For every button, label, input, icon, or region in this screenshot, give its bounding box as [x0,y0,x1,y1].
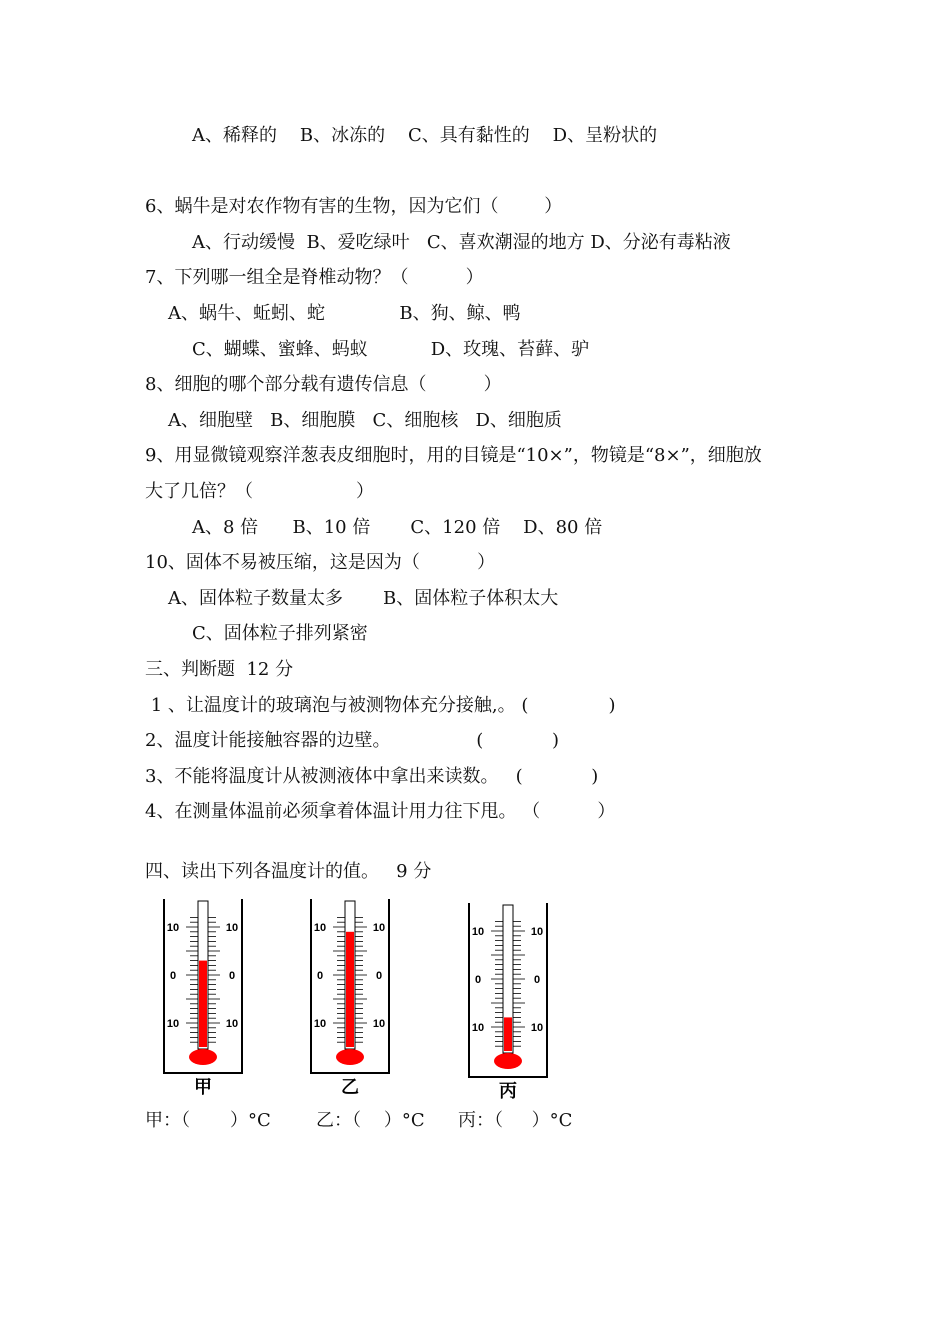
tick-label: 10 [166,922,180,934]
q7-stem: 7、下列哪一组全是脊椎动物？（ ） [145,267,484,288]
tick-label: 0 [375,970,383,982]
q6-options: A、行动缓慢 B、爱吃绿叶 C、喜欢潮湿的地方 D、分泌有毒粘液 [192,232,731,253]
tick-label: 10 [372,922,386,934]
q10-options-ab: A、固体粒子数量太多 B、固体粒子体积太大 [168,588,559,609]
tick-label: 10 [225,922,239,934]
liquid-column [504,1017,512,1051]
tick-label: 10 [166,1018,180,1030]
judge-3: 3、不能将温度计从被测液体中拿出来读数。 ( ) [145,766,599,787]
bulb [494,1053,522,1069]
tick-label: 0 [228,970,236,982]
thermometer-jia [160,897,246,1102]
tick-label: 0 [533,974,541,986]
answer-yi: 乙：（ ）°C [316,1110,425,1131]
tick-label: 0 [316,970,324,982]
tick-label: 10 [530,926,544,938]
judge-4: 4、在测量体温前必须拿着体温计用力往下甩。 （ ） [145,801,616,822]
answer-bing: 丙：（ ）°C [458,1110,573,1131]
section-4-title: 四、读出下列各温度计的值。 9 分 [145,861,432,882]
tick-label: 10 [313,922,327,934]
q7-options-ab: A、蜗牛、蚯蚓、蛇 B、狗、鲸、鸭 [168,303,521,324]
thermometer-name: 甲 [194,1077,212,1098]
thermometer-jia-graphic [160,897,246,1102]
q6-stem: 6、蜗牛是对农作物有害的生物，因为它们（ ） [145,196,563,217]
liquid-column [199,961,207,1047]
thermometer-yi-graphic [307,897,393,1102]
q9-options: A、8 倍 B、10 倍 C、120 倍 D、80 倍 [192,517,603,538]
judge-1: 1 、让温度计的玻璃泡与被测物体充分接触,。 ( ) [145,695,616,716]
judge-2: 2、温度计能接触容器的边壁。 ( ) [145,730,559,751]
tick-label: 10 [225,1018,239,1030]
tick-label: 10 [530,1022,544,1034]
q8-options: A、细胞壁 B、细胞膜 C、细胞核 D、细胞质 [168,410,562,431]
thermometer-bing-graphic [465,901,551,1106]
q7-options-cd: C、蝴蝶、蜜蜂、蚂蚁 D、玫瑰、苔藓、驴 [192,339,590,360]
thermometer-name: 乙 [341,1077,359,1098]
thermometer-name: 丙 [499,1081,517,1102]
thermometer-bing [465,901,551,1106]
bulb [336,1049,364,1065]
thermometer-yi [307,897,393,1102]
tick-label: 10 [372,1018,386,1030]
q8-stem: 8、细胞的哪个部分载有遗传信息（ ） [145,374,502,395]
liquid-column [346,932,354,1047]
bulb [189,1049,217,1065]
section-3-title: 三、判断题 12 分 [145,659,294,680]
tick-label: 0 [169,970,177,982]
q5-options: A、稀释的 B、冰冻的 C、具有黏性的 D、呈粉状的 [192,125,658,146]
q9-stem-cont: 大了几倍？（ ） [145,481,374,502]
tick-label: 0 [474,974,482,986]
q10-option-c: C、固体粒子排列紧密 [192,623,368,644]
tick-label: 10 [471,1022,485,1034]
tick-label: 10 [313,1018,327,1030]
q9-stem: 9、用显微镜观察洋葱表皮细胞时，用的目镜是“10×”，物镜是“8×”，细胞放 [145,445,762,466]
tick-label: 10 [471,926,485,938]
answer-jia: 甲：（ ）°C [145,1110,271,1131]
q10-stem: 10、固体不易被压缩，这是因为（ ） [145,552,496,573]
